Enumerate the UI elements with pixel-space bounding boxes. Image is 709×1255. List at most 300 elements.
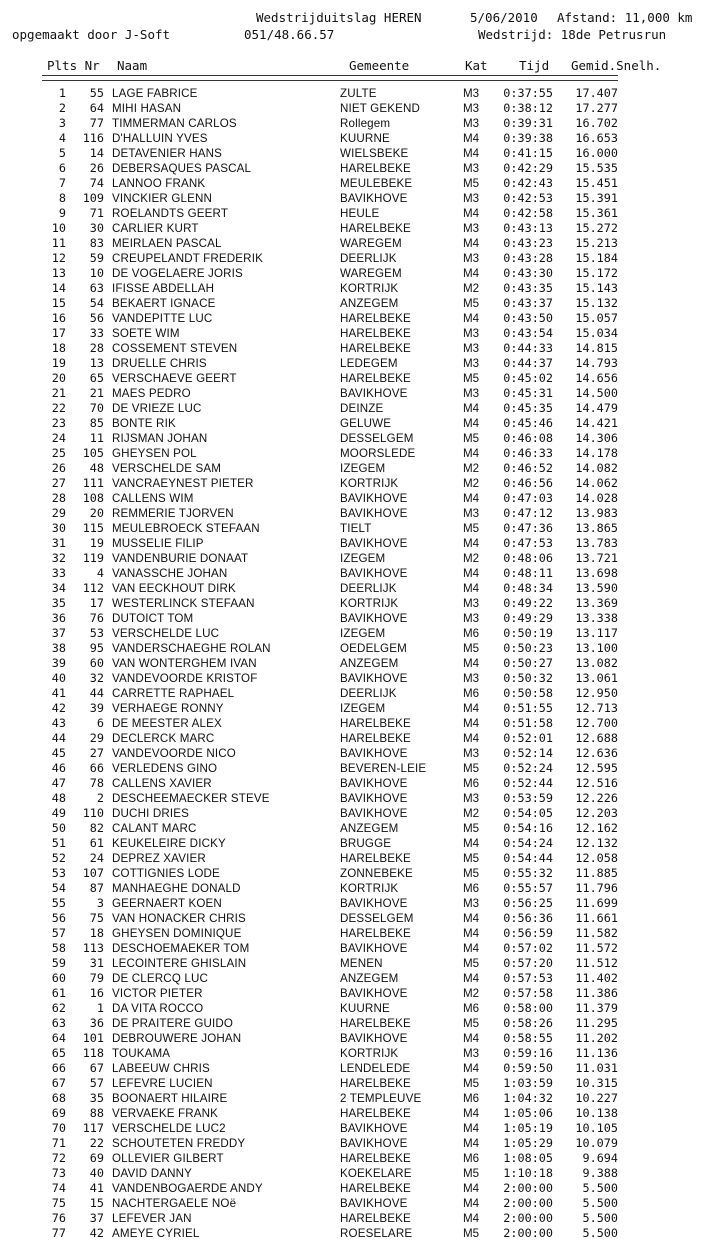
place: 2 xyxy=(58,101,66,115)
category: M3 xyxy=(463,1047,480,1060)
table-row xyxy=(0,701,709,716)
avg-speed: 12.636 xyxy=(575,746,618,760)
category: M4 xyxy=(463,402,480,415)
place: 52 xyxy=(51,851,66,865)
runner-name: DEBROUWERE JOHAN xyxy=(112,1032,242,1045)
runner-name: DE CLERCQ LUC xyxy=(112,972,209,985)
place: 34 xyxy=(51,581,66,595)
bib-number: 117 xyxy=(82,1121,104,1135)
avg-speed: 14.062 xyxy=(575,476,618,490)
finish-time: 0:50:32 xyxy=(503,671,553,685)
place: 72 xyxy=(51,1151,66,1165)
runner-name: DE VOGELAERE JORIS xyxy=(112,267,243,280)
category: M3 xyxy=(463,252,480,265)
table-row xyxy=(0,1001,709,1016)
category: M2 xyxy=(463,462,480,475)
municipality: BAVIKHOVE xyxy=(340,942,408,955)
runner-name: LEFEVER JAN xyxy=(112,1212,192,1225)
runner-name: SOETE WIM xyxy=(112,327,180,340)
runner-name: VERSCHELDE LUC xyxy=(112,627,220,640)
municipality: BAVIKHOVE xyxy=(340,807,408,820)
bib-number: 29 xyxy=(89,731,104,745)
place: 11 xyxy=(51,236,66,250)
avg-speed: 13.983 xyxy=(575,506,618,520)
table-row xyxy=(0,326,709,341)
category: M6 xyxy=(463,1092,480,1105)
municipality: HARELBEKE xyxy=(340,327,411,340)
place: 76 xyxy=(51,1211,66,1225)
avg-speed: 12.950 xyxy=(575,686,618,700)
bib-number: 64 xyxy=(89,101,104,115)
avg-speed: 10.105 xyxy=(575,1121,618,1135)
runner-name: VANDENBOGAERDE ANDY xyxy=(112,1182,263,1195)
table-row xyxy=(0,731,709,746)
municipality: DEERLIJK xyxy=(340,252,397,265)
bib-number: 54 xyxy=(89,296,104,310)
runner-name: VANDENBURIE DONAAT xyxy=(112,552,249,565)
bib-number: 14 xyxy=(89,146,104,160)
bib-number: 19 xyxy=(89,536,104,550)
table-row xyxy=(0,671,709,686)
municipality: WAREGEM xyxy=(340,267,402,280)
runner-name: BEKAERT IGNACE xyxy=(112,297,216,310)
category: M2 xyxy=(463,282,480,295)
municipality: BAVIKHOVE xyxy=(340,1197,408,1210)
table-row xyxy=(0,761,709,776)
municipality: ZONNEBEKE xyxy=(340,867,413,880)
avg-speed: 15.057 xyxy=(575,311,618,325)
municipality: KOEKELARE xyxy=(340,1167,412,1180)
municipality: BAVIKHOVE xyxy=(340,537,408,550)
runner-name: MIHI HASAN xyxy=(112,102,182,115)
category: M5 xyxy=(463,177,480,190)
category: M6 xyxy=(463,1002,480,1015)
finish-time: 0:46:33 xyxy=(503,446,553,460)
finish-time: 0:38:12 xyxy=(503,101,553,115)
place: 7 xyxy=(58,176,66,190)
municipality: WIELSBEKE xyxy=(340,147,409,160)
col-gemid-snelh: Gemid.Snelh. xyxy=(571,58,662,73)
table-row xyxy=(0,446,709,461)
category: M3 xyxy=(463,222,480,235)
category: M3 xyxy=(463,162,480,175)
category: M4 xyxy=(463,492,480,505)
table-row xyxy=(0,1151,709,1166)
finish-time: 0:55:32 xyxy=(503,866,553,880)
table-row xyxy=(0,1016,709,1031)
table-row xyxy=(0,581,709,596)
finish-time: 1:05:06 xyxy=(503,1106,553,1120)
finish-time: 0:45:31 xyxy=(503,386,553,400)
avg-speed: 13.865 xyxy=(575,521,618,535)
bib-number: 119 xyxy=(82,551,104,565)
runner-name: NACHTERGAELE NOë xyxy=(112,1197,237,1210)
category: M2 xyxy=(463,477,480,490)
place: 49 xyxy=(51,806,66,820)
category: M5 xyxy=(463,957,480,970)
bib-number: 10 xyxy=(89,266,104,280)
table-row xyxy=(0,341,709,356)
table-row xyxy=(0,686,709,701)
table-row xyxy=(0,776,709,791)
municipality: LENDELEDE xyxy=(340,1062,411,1075)
table-row xyxy=(0,191,709,206)
municipality: ANZEGEM xyxy=(340,297,399,310)
category: M5 xyxy=(463,372,480,385)
municipality: BAVIKHOVE xyxy=(340,387,408,400)
category: M4 xyxy=(463,237,480,250)
bib-number: 116 xyxy=(82,131,104,145)
finish-time: 0:57:58 xyxy=(503,986,553,1000)
table-row xyxy=(0,971,709,986)
col-plts-nr: Plts Nr xyxy=(47,58,100,73)
bib-number: 67 xyxy=(89,1061,104,1075)
runner-name: GEERNAERT KOEN xyxy=(112,897,222,910)
runner-name: VAN HONACKER CHRIS xyxy=(112,912,246,925)
category: M4 xyxy=(463,657,480,670)
place: 53 xyxy=(51,866,66,880)
municipality: HARELBEKE xyxy=(340,222,411,235)
category: M4 xyxy=(463,1107,480,1120)
finish-time: 0:52:14 xyxy=(503,746,553,760)
avg-speed: 13.082 xyxy=(575,656,618,670)
municipality: BAVIKHOVE xyxy=(340,777,408,790)
avg-speed: 11.661 xyxy=(575,911,618,925)
municipality: DESSELGEM xyxy=(340,432,414,445)
bib-number: 55 xyxy=(89,86,104,100)
bib-number: 15 xyxy=(89,1196,104,1210)
table-row xyxy=(0,281,709,296)
table-row xyxy=(0,296,709,311)
place: 68 xyxy=(51,1091,66,1105)
table-row xyxy=(0,161,709,176)
avg-speed: 5.500 xyxy=(582,1196,618,1210)
finish-time: 0:43:54 xyxy=(503,326,553,340)
finish-time: 0:46:56 xyxy=(503,476,553,490)
avg-speed: 14.793 xyxy=(575,356,618,370)
runner-name: VICTOR PIETER xyxy=(112,987,203,1000)
bib-number: 36 xyxy=(89,1016,104,1030)
finish-time: 0:58:26 xyxy=(503,1016,553,1030)
bib-number: 108 xyxy=(82,491,104,505)
col-kat: Kat xyxy=(465,58,488,73)
category: M4 xyxy=(463,1122,480,1135)
category: M3 xyxy=(463,507,480,520)
runner-name: RIJSMAN JOHAN xyxy=(112,432,208,445)
avg-speed: 15.132 xyxy=(575,296,618,310)
category: M4 xyxy=(463,1212,480,1225)
municipality: KORTRIJK xyxy=(340,477,399,490)
avg-speed: 10.079 xyxy=(575,1136,618,1150)
table-row xyxy=(0,851,709,866)
municipality: ANZEGEM xyxy=(340,972,399,985)
category: M5 xyxy=(463,852,480,865)
avg-speed: 13.721 xyxy=(575,551,618,565)
finish-time: 0:48:34 xyxy=(503,581,553,595)
table-row xyxy=(0,536,709,551)
place: 57 xyxy=(51,926,66,940)
runner-name: VERSCHELDE SAM xyxy=(112,462,222,475)
finish-time: 0:43:50 xyxy=(503,311,553,325)
finish-time: 0:50:23 xyxy=(503,641,553,655)
avg-speed: 12.713 xyxy=(575,701,618,715)
bib-number: 18 xyxy=(89,926,104,940)
runner-name: OLLEVIER GILBERT xyxy=(112,1152,224,1165)
place: 26 xyxy=(51,461,66,475)
bib-number: 39 xyxy=(89,701,104,715)
place: 41 xyxy=(51,686,66,700)
bib-number: 24 xyxy=(89,851,104,865)
bib-number: 2 xyxy=(96,791,104,805)
finish-time: 0:44:33 xyxy=(503,341,553,355)
runner-name: DEPREZ XAVIER xyxy=(112,852,206,865)
bib-number: 111 xyxy=(82,476,104,490)
table-row xyxy=(0,821,709,836)
runner-name: DETAVENIER HANS xyxy=(112,147,223,160)
finish-time: 0:56:59 xyxy=(503,926,553,940)
category: M4 xyxy=(463,972,480,985)
table-row xyxy=(0,146,709,161)
runner-name: VANDEVOORDE NICO xyxy=(112,747,236,760)
bib-number: 87 xyxy=(89,881,104,895)
table-row xyxy=(0,1046,709,1061)
municipality: 2 TEMPLEUVE xyxy=(340,1092,422,1105)
finish-time: 0:42:29 xyxy=(503,161,553,175)
finish-time: 0:42:58 xyxy=(503,206,553,220)
runner-name: GHEYSEN POL xyxy=(112,447,197,460)
avg-speed: 13.783 xyxy=(575,536,618,550)
category: M3 xyxy=(463,192,480,205)
avg-speed: 12.058 xyxy=(575,851,618,865)
municipality: HEULE xyxy=(340,207,380,220)
avg-speed: 11.136 xyxy=(575,1046,618,1060)
place: 22 xyxy=(51,401,66,415)
avg-speed: 11.572 xyxy=(575,941,618,955)
municipality: KORTRIJK xyxy=(340,882,399,895)
finish-time: 0:50:27 xyxy=(503,656,553,670)
avg-speed: 15.535 xyxy=(575,161,618,175)
runner-name: BONTE RIK xyxy=(112,417,176,430)
table-row xyxy=(0,416,709,431)
place: 12 xyxy=(51,251,66,265)
municipality: ZULTE xyxy=(340,87,377,100)
municipality: DEINZE xyxy=(340,402,384,415)
municipality: WAREGEM xyxy=(340,237,402,250)
runner-name: MEULEBROECK STEFAAN xyxy=(112,522,260,535)
table-row xyxy=(0,311,709,326)
place: 40 xyxy=(51,671,66,685)
category: M4 xyxy=(463,732,480,745)
avg-speed: 17.277 xyxy=(575,101,618,115)
avg-speed: 16.702 xyxy=(575,116,618,130)
category: M3 xyxy=(463,102,480,115)
avg-speed: 12.162 xyxy=(575,821,618,835)
runner-name: MAES PEDRO xyxy=(112,387,191,400)
municipality: HARELBEKE xyxy=(340,1107,411,1120)
finish-time: 0:46:52 xyxy=(503,461,553,475)
finish-time: 0:43:23 xyxy=(503,236,553,250)
table-row xyxy=(0,401,709,416)
finish-time: 0:44:37 xyxy=(503,356,553,370)
bib-number: 76 xyxy=(89,611,104,625)
finish-time: 0:54:24 xyxy=(503,836,553,850)
bib-number: 17 xyxy=(89,596,104,610)
table-row xyxy=(0,116,709,131)
table-row xyxy=(0,911,709,926)
finish-time: 0:43:28 xyxy=(503,251,553,265)
finish-time: 0:39:38 xyxy=(503,131,553,145)
finish-time: 0:43:37 xyxy=(503,296,553,310)
place: 25 xyxy=(51,446,66,460)
category: M5 xyxy=(463,762,480,775)
table-row xyxy=(0,176,709,191)
category: M2 xyxy=(463,807,480,820)
finish-time: 0:52:01 xyxy=(503,731,553,745)
municipality: NIET GEKEND xyxy=(340,102,421,115)
runner-name: VAN EECKHOUT DIRK xyxy=(112,582,236,595)
bib-number: 70 xyxy=(89,401,104,415)
category: M6 xyxy=(463,687,480,700)
runner-name: VERHAEGE RONNY xyxy=(112,702,224,715)
municipality: BRUGGE xyxy=(340,837,392,850)
header-separator xyxy=(42,75,618,81)
runner-name: MEIRLAEN PASCAL xyxy=(112,237,222,250)
avg-speed: 10.138 xyxy=(575,1106,618,1120)
finish-time: 0:43:13 xyxy=(503,221,553,235)
table-row xyxy=(0,926,709,941)
table-row xyxy=(0,1166,709,1181)
category: M4 xyxy=(463,1032,480,1045)
category: M4 xyxy=(463,447,480,460)
place: 44 xyxy=(51,731,66,745)
finish-time: 0:54:44 xyxy=(503,851,553,865)
place: 24 xyxy=(51,431,66,445)
place: 27 xyxy=(51,476,66,490)
avg-speed: 9.694 xyxy=(582,1151,618,1165)
category: M4 xyxy=(463,1062,480,1075)
avg-speed: 14.178 xyxy=(575,446,618,460)
bib-number: 113 xyxy=(82,941,104,955)
place: 54 xyxy=(51,881,66,895)
municipality: KORTRIJK xyxy=(340,282,399,295)
place: 37 xyxy=(51,626,66,640)
place: 33 xyxy=(51,566,66,580)
municipality: HARELBEKE xyxy=(340,1152,411,1165)
bib-number: 37 xyxy=(89,1211,104,1225)
bib-number: 57 xyxy=(89,1076,104,1090)
finish-time: 0:37:55 xyxy=(503,86,553,100)
category: M3 xyxy=(463,357,480,370)
avg-speed: 14.082 xyxy=(575,461,618,475)
category: M5 xyxy=(463,822,480,835)
runner-name: DE MEESTER ALEX xyxy=(112,717,222,730)
municipality: BAVIKHOVE xyxy=(340,672,408,685)
avg-speed: 9.388 xyxy=(582,1166,618,1180)
bib-number: 74 xyxy=(89,176,104,190)
table-row xyxy=(0,566,709,581)
municipality: KUURNE xyxy=(340,1002,390,1015)
runner-name: CARLIER KURT xyxy=(112,222,199,235)
runner-name: DE VRIEZE LUC xyxy=(112,402,202,415)
table-row xyxy=(0,431,709,446)
place: 73 xyxy=(51,1166,66,1180)
runner-name: REMMERIE TJORVEN xyxy=(112,507,234,520)
finish-time: 0:48:11 xyxy=(503,566,553,580)
category: M4 xyxy=(463,417,480,430)
category: M4 xyxy=(463,537,480,550)
avg-speed: 12.688 xyxy=(575,731,618,745)
finish-time: 2:00:00 xyxy=(503,1226,553,1240)
avg-speed: 11.796 xyxy=(575,881,618,895)
category: M6 xyxy=(463,1152,480,1165)
place: 46 xyxy=(51,761,66,775)
place: 15 xyxy=(51,296,66,310)
table-row xyxy=(0,461,709,476)
table-row xyxy=(0,491,709,506)
col-tijd: Tijd xyxy=(519,58,550,73)
finish-time: 0:54:05 xyxy=(503,806,553,820)
category: M5 xyxy=(463,642,480,655)
bib-number: 59 xyxy=(89,251,104,265)
bib-number: 95 xyxy=(89,641,104,655)
municipality: HARELBEKE xyxy=(340,1017,411,1030)
avg-speed: 15.361 xyxy=(575,206,618,220)
category: M5 xyxy=(463,1227,480,1240)
col-gemeente: Gemeente xyxy=(349,58,410,73)
avg-speed: 11.202 xyxy=(575,1031,618,1045)
municipality: KORTRIJK xyxy=(340,597,399,610)
avg-speed: 11.582 xyxy=(575,926,618,940)
bib-number: 32 xyxy=(89,671,104,685)
runner-name: LEFEVRE LUCIEN xyxy=(112,1077,213,1090)
municipality: HARELBEKE xyxy=(340,162,411,175)
finish-time: 0:43:30 xyxy=(503,266,553,280)
place: 20 xyxy=(51,371,66,385)
avg-speed: 13.590 xyxy=(575,581,618,595)
avg-speed: 11.386 xyxy=(575,986,618,1000)
table-row xyxy=(0,941,709,956)
table-row xyxy=(0,896,709,911)
place: 21 xyxy=(51,386,66,400)
place: 31 xyxy=(51,536,66,550)
runner-name: COSSEMENT STEVEN xyxy=(112,342,238,355)
table-row xyxy=(0,521,709,536)
category: M6 xyxy=(463,882,480,895)
runner-name: DE PRAITERE GUIDO xyxy=(112,1017,234,1030)
avg-speed: 14.028 xyxy=(575,491,618,505)
place: 43 xyxy=(51,716,66,730)
avg-speed: 12.226 xyxy=(575,791,618,805)
municipality: HARELBEKE xyxy=(340,852,411,865)
category: M5 xyxy=(463,297,480,310)
category: M2 xyxy=(463,987,480,1000)
avg-speed: 15.143 xyxy=(575,281,618,295)
avg-speed: 11.379 xyxy=(575,1001,618,1015)
municipality: BAVIKHOVE xyxy=(340,1032,408,1045)
place: 30 xyxy=(51,521,66,535)
municipality: IZEGEM xyxy=(340,627,386,640)
category: M3 xyxy=(463,747,480,760)
runner-name: WESTERLINCK STEFAAN xyxy=(112,597,255,610)
bib-number: 26 xyxy=(89,161,104,175)
avg-speed: 5.500 xyxy=(582,1226,618,1240)
place: 13 xyxy=(51,266,66,280)
finish-time: 0:41:15 xyxy=(503,146,553,160)
runner-name: DUCHI DRIES xyxy=(112,807,190,820)
place: 9 xyxy=(58,206,66,220)
bib-number: 63 xyxy=(89,281,104,295)
place: 61 xyxy=(51,986,66,1000)
